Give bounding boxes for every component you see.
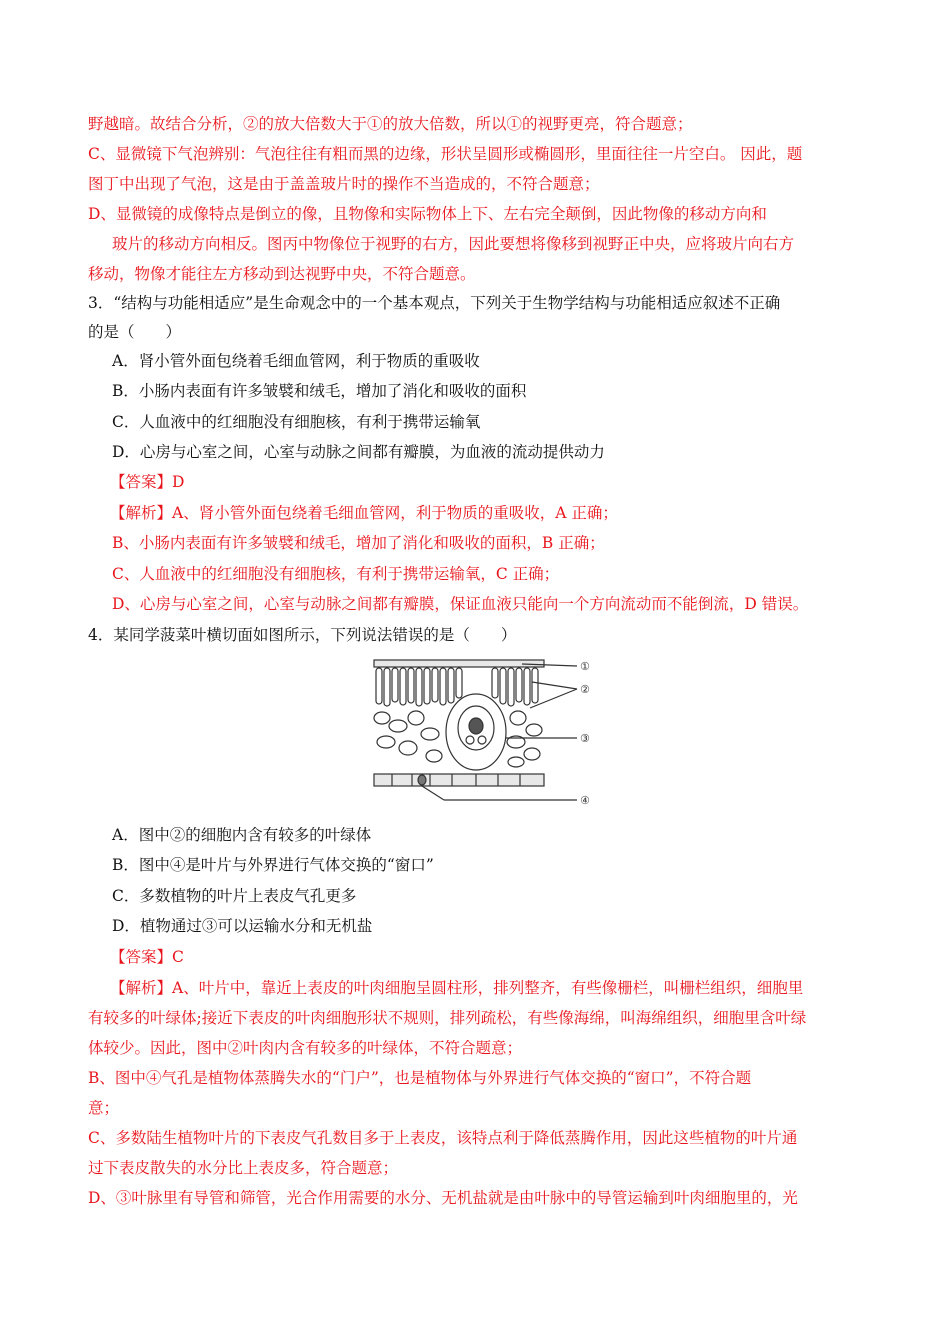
- question-3-analysis: B、小肠内表面有许多皱襞和绒毛，增加了消化和吸收的面积，B 正确；: [112, 534, 605, 552]
- question-4-option-b: B．图中④是叶片与外界进行气体交换的“窗口”: [112, 856, 434, 874]
- question-4-analysis: 【解析】A、叶片中，靠近上表皮的叶肉细胞呈圆柱形，排列整齐，有些像栅栏，叫栅栏组织，细胞里: [110, 979, 804, 997]
- analysis-line: 图丁中出现了气泡，这是由于盖盖玻片时的操作不当造成的，不符合题意；: [88, 175, 600, 193]
- analysis-line: 移动，物像才能往左方移动到达视野中央，不符合题意。: [88, 265, 476, 283]
- analysis-line: 野越暗。故结合分析，②的放大倍数大于①的放大倍数，所以①的视野更亮，符合题意；: [88, 115, 693, 133]
- figure-label-2: ②: [580, 683, 590, 696]
- figure-label-3: ③: [580, 732, 590, 745]
- question-4-answer: 【答案】C: [110, 948, 184, 966]
- question-4-analysis: 过下表皮散失的水分比上表皮多，符合题意；: [88, 1159, 399, 1177]
- question-4-analysis: D、③叶脉里有导管和筛管，光合作用需要的水分、无机盐就是由叶脉中的导管运输到叶肉细胞里的，光: [88, 1189, 798, 1207]
- question-3-option-a: A．肾小管外面包绕着毛细血管网，利于物质的重吸收: [112, 352, 480, 370]
- question-4-option-d: D．植物通过③可以运输水分和无机盐: [112, 917, 373, 935]
- question-3-stem: 3．“结构与功能相适应”是生命观念中的一个基本观点，下列关于生物学结构与功能相适应叙述不正确: [88, 294, 781, 312]
- analysis-line: C、显微镜下气泡辨别：气泡往往有粗而黑的边缘，形状呈圆形或椭圆形，里面往往一片空白。 因此，题: [88, 145, 803, 163]
- question-4-option-c: C．多数植物的叶片上表皮气孔更多: [112, 887, 357, 905]
- leaf-cross-section-figure: [372, 656, 602, 814]
- question-3-analysis: C、人血液中的红细胞没有细胞核，有利于携带运输氧，C 正确；: [112, 565, 560, 583]
- question-4-option-a: A．图中②的细胞内含有较多的叶绿体: [112, 826, 372, 844]
- question-3-answer: 【答案】D: [110, 473, 185, 491]
- question-3-analysis: 【解析】A、肾小管外面包绕着毛细血管网，利于物质的重吸收，A 正确；: [110, 504, 618, 522]
- figure-label-4: ④: [580, 794, 590, 807]
- question-3-option-c: C．人血液中的红细胞没有细胞核，有利于携带运输氧: [112, 413, 481, 431]
- question-4-analysis: 有较多的叶绿体;接近下表皮的叶肉细胞形状不规则，排列疏松，有些像海绵，叫海绵组织，细胞里含叶绿: [88, 1009, 807, 1027]
- question-4-analysis: C、多数陆生植物叶片的下表皮气孔数目多于上表皮，该特点利于降低蒸腾作用，因此这些植物的叶片通: [88, 1129, 798, 1147]
- question-4-analysis: 意；: [88, 1099, 120, 1117]
- analysis-line: 玻片的移动方向相反。图丙中物像位于视野的右方，因此要想将像移到视野正中央，应将玻片向右方: [112, 235, 795, 253]
- question-4-analysis: B、图中④气孔是植物体蒸腾失水的“门户”，也是植物体与外界进行气体交换的“窗口”，不符合题: [88, 1069, 752, 1087]
- analysis-line: D、显微镜的成像特点是倒立的像，且物像和实际物体上下、左右完全颠倒，因此物像的移动方向和: [88, 205, 767, 223]
- question-3-stem: 的是（ ）: [88, 323, 182, 341]
- question-3-analysis: D、心房与心室之间，心室与动脉之间都有瓣膜，保证血液只能向一个方向流动而不能倒流，D 错误。: [112, 595, 809, 613]
- question-4-analysis: 体较少。因此，图中②叶肉内含有较多的叶绿体，不符合题意；: [88, 1039, 523, 1057]
- figure-label-1: ①: [580, 660, 590, 673]
- question-4-stem: 4．某同学菠菜叶横切面如图所示，下列说法错误的是（ ）: [88, 626, 517, 644]
- question-3-option-d: D．心房与心室之间，心室与动脉之间都有瓣膜，为血液的流动提供动力: [112, 443, 605, 461]
- question-3-option-b: B．小肠内表面有许多皱襞和绒毛，增加了消化和吸收的面积: [112, 382, 527, 400]
